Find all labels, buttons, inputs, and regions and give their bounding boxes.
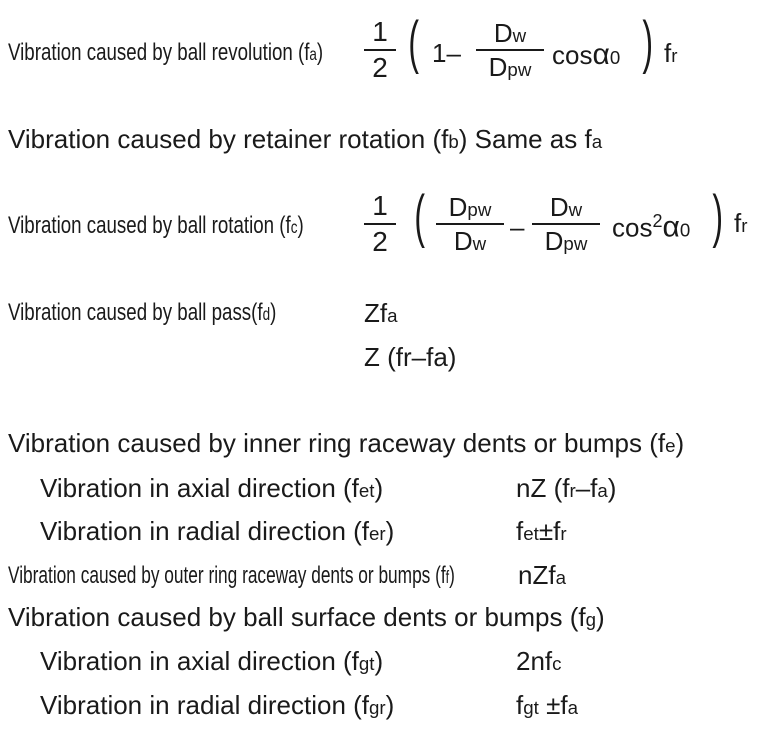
fe-axial-label: Vibration in axial direction (fet) (40, 473, 384, 503)
fg-radial-label: Vibration in radial direction (fgr) (40, 690, 395, 720)
fc-minus: – (510, 212, 525, 242)
fe-radial-value: fet±fr (516, 516, 567, 546)
fg-axial-label: Vibration in axial direction (fgt) (40, 646, 384, 676)
fc-dw-dpw-fraction: Dw Dpw (532, 194, 600, 254)
fd-label: Vibration caused by ball pass(fd) (8, 299, 277, 326)
fc-half-fraction: 1 2 (364, 192, 396, 256)
fe-label: Vibration caused by inner ring raceway dents or bumps (fe) (8, 428, 685, 458)
fd-value1: Zfa (364, 298, 398, 328)
fa-cos-alpha: cosα0 (552, 38, 621, 71)
fc-right-paren: ) (712, 184, 723, 249)
fa-right-paren: ) (642, 10, 653, 75)
fe-radial-label: Vibration in radial direction (fer) (40, 516, 395, 546)
fg-radial-value: fgt ±fa (516, 690, 578, 720)
fa-dw-dpw-fraction: Dw Dpw (476, 20, 544, 80)
fc-label: Vibration caused by ball rotation (fc) (8, 212, 304, 239)
fc-fr: fr (734, 208, 748, 238)
fb-row: Vibration caused by retainer rotation (fb) Same as fa (8, 124, 603, 154)
fa-label: Vibration caused by ball revolution (fa) (8, 39, 324, 66)
fc-dpw-dw-fraction: Dpw Dw (436, 194, 504, 254)
fa-left-paren: ( (408, 10, 419, 75)
ff-label: Vibration caused by outer ring raceway dents or bumps (ff) (8, 562, 455, 589)
fa-half-fraction: 1 2 (364, 18, 396, 82)
fe-axial-value: nZ (fr–fa) (516, 473, 617, 503)
fa-one-minus: 1– (432, 38, 461, 68)
fa-fr: fr (664, 38, 678, 68)
ff-value: nZfa (518, 560, 566, 590)
fc-left-paren: ( (414, 184, 425, 249)
fg-label: Vibration caused by ball surface dents or bumps (fg) (8, 602, 605, 632)
fd-value2: Z (fr–fa) (364, 342, 457, 372)
fg-axial-value: 2nfc (516, 646, 562, 676)
fc-cos2-alpha: $\cos^2\alpha 0$ (612, 210, 691, 244)
